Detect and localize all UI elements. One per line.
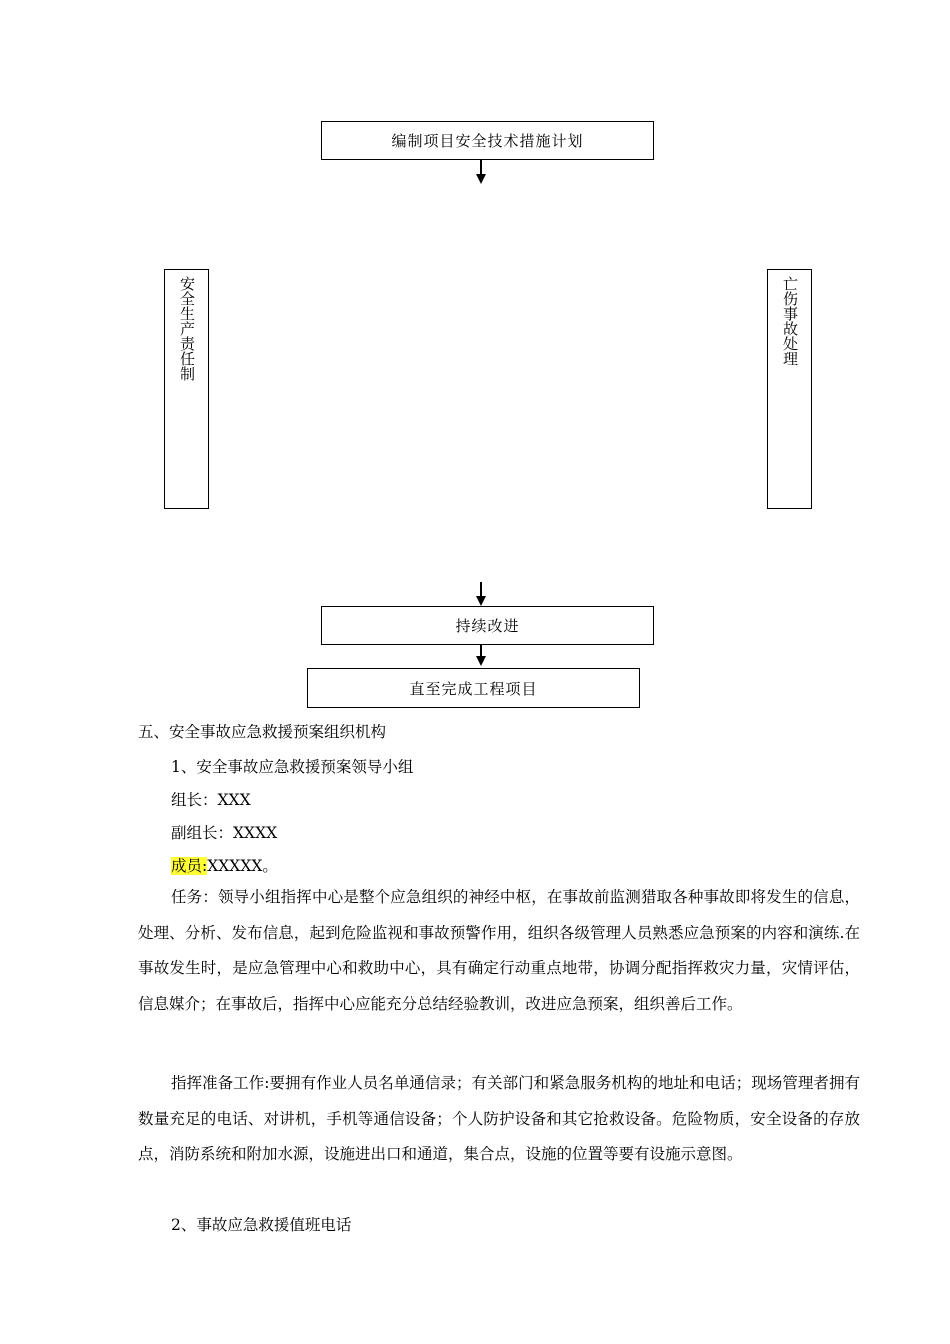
flow-box-safety-responsibility — [164, 269, 209, 509]
flow-box-plan-label: 编制项目安全技术措施计划 — [391, 132, 584, 150]
flow-box-complete — [307, 668, 640, 708]
flow-box-improve-label: 持续改进 — [455, 617, 520, 635]
flow-box-complete-label: 直至完成工程项目 — [409, 679, 538, 698]
task-paragraph: 任务：领导小组指挥中心是整个应急组织的神经中枢，在事故前监测猎取各种事故即将发生的信息，处理、分析、发布信息，起到危险监视和事故预警作用，组织各级管理人员熟悉应急预案的内容和演练.在事故发生时，是应急管理中心和救助中心，具有确定行动重点地带，协调分配指挥救灾力量，灾情评估，信息媒介；在事故后，指挥中心应能充分总结经验教训，改进应急预案，组织善后工作。 — [138, 888, 860, 1013]
flow-box-plan — [321, 121, 654, 160]
leader-line: 组长：XXX — [171, 791, 251, 809]
flow-box-improve — [321, 606, 654, 645]
flow-box-accident-handling-label: 亡伤事故处理 — [781, 276, 799, 366]
subsection-title-2: 2、事故应急救援值班电话 — [171, 1216, 352, 1234]
prep-paragraph: 指挥准备工作:要拥有作业人员名单通信录；有关部门和紧急服务机构的地址和电话；现场管理者拥有数量充足的电话、对讲机，手机等通信设备；个人防护设备和其它抢救设备。危险物质，安全设备的存放点，消防系统和附加水源，设施进出口和通道，集合点，设施的位置等要有设施示意图。 — [138, 1074, 860, 1163]
flow-box-accident-handling — [767, 269, 812, 509]
members-line — [171, 856, 278, 876]
section-title: 五、安全事故应急救援预案组织机构 — [138, 723, 387, 741]
members-value: XXXXX。 — [207, 857, 278, 875]
deputy-leader-line: 副组长：XXXX — [171, 824, 278, 842]
members-label: 成员: — [171, 857, 208, 875]
subsection-title-1: 1、安全事故应急救援预案领导小组 — [171, 758, 414, 776]
flow-box-safety-responsibility-label: 安全生产责任制 — [178, 276, 196, 381]
